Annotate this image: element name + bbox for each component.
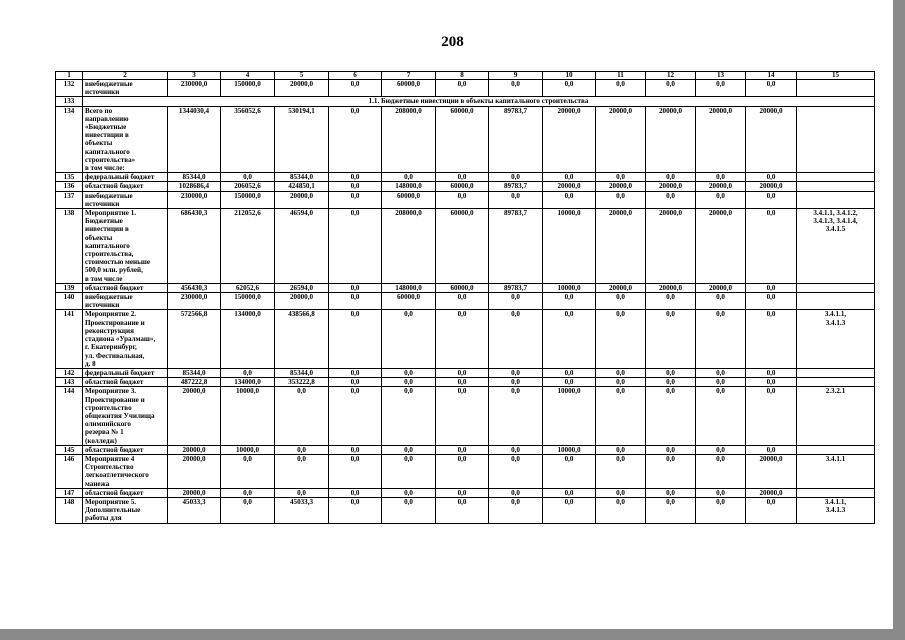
amount-cell: 20000,0	[543, 182, 596, 191]
amount-cell: 20000,0	[646, 283, 696, 292]
amount-cell: 20000,0	[746, 488, 797, 497]
table-row	[56, 445, 875, 454]
amount-cell: 20000,0	[168, 387, 221, 445]
row-number: 144	[56, 387, 83, 445]
amount-cell: 89783,7	[489, 106, 543, 173]
amount-cell: 0,0	[596, 293, 646, 310]
amount-cell: 20000,0	[543, 106, 596, 173]
amount-cell: 0,0	[382, 173, 436, 182]
amount-cell: 150000,0	[221, 80, 275, 97]
amount-cell: 0,0	[646, 368, 696, 377]
amount-cell: 438566,8	[275, 310, 329, 368]
amount-cell: 0,0	[543, 488, 596, 497]
table-row	[56, 378, 875, 387]
amount-cell: 20000,0	[696, 209, 746, 284]
scan-edge-right	[893, 0, 905, 640]
amount-cell: 0,0	[329, 293, 382, 310]
amount-cell: 0,0	[329, 488, 382, 497]
amount-cell: 0,0	[596, 173, 646, 182]
table-body	[56, 80, 875, 524]
amount-cell: 0,0	[696, 387, 746, 445]
amount-cell: 456430,3	[168, 283, 221, 292]
row-number: 145	[56, 445, 83, 454]
amount-cell: 0,0	[596, 378, 646, 387]
amount-cell: 20000,0	[275, 293, 329, 310]
column-header: 2	[83, 72, 168, 80]
scan-edge-bottom	[0, 629, 905, 640]
target-reference	[797, 283, 875, 292]
table-row	[56, 310, 875, 368]
amount-cell: 0,0	[221, 488, 275, 497]
amount-cell: 424850,1	[275, 182, 329, 191]
amount-cell: 0,0	[436, 387, 489, 445]
amount-cell: 0,0	[329, 209, 382, 284]
column-header: 4	[221, 72, 275, 80]
amount-cell: 0,0	[596, 445, 646, 454]
amount-cell: 20000,0	[596, 283, 646, 292]
target-reference	[797, 191, 875, 208]
amount-cell: 20000,0	[168, 445, 221, 454]
amount-cell: 0,0	[646, 293, 696, 310]
amount-cell: 0,0	[646, 445, 696, 454]
amount-cell: 0,0	[596, 497, 646, 523]
row-number: 138	[56, 209, 83, 284]
column-header: 12	[646, 72, 696, 80]
amount-cell: 0,0	[382, 497, 436, 523]
amount-cell: 0,0	[746, 209, 797, 284]
amount-cell: 148000,0	[382, 182, 436, 191]
row-label: Мероприятие 3. Проектирование и строительство общежития Училища олимпийского резерва № 1 (колледж)	[83, 387, 168, 445]
amount-cell: 10000,0	[543, 387, 596, 445]
amount-cell: 0,0	[329, 497, 382, 523]
amount-cell: 0,0	[382, 387, 436, 445]
amount-cell: 0,0	[746, 497, 797, 523]
amount-cell: 0,0	[436, 488, 489, 497]
amount-cell: 0,0	[436, 80, 489, 97]
amount-cell: 20000,0	[696, 182, 746, 191]
target-reference: 3.4.1.1, 3.4.1.3	[797, 497, 875, 523]
column-header: 14	[746, 72, 797, 80]
amount-cell: 208000,0	[382, 209, 436, 284]
amount-cell: 62052,6	[221, 283, 275, 292]
amount-cell: 0,0	[543, 191, 596, 208]
amount-cell: 10000,0	[221, 387, 275, 445]
amount-cell: 0,0	[696, 445, 746, 454]
page-number: 208	[441, 34, 464, 50]
row-label: Мероприятие 4 Строительство легкоатлетического манежа	[83, 454, 168, 488]
amount-cell: 0,0	[543, 173, 596, 182]
amount-cell: 0,0	[436, 368, 489, 377]
amount-cell: 0,0	[646, 488, 696, 497]
target-reference: 3.4.1.1, 3.4.1.2, 3.4.1.3, 3.4.1.4, 3.4.1.5	[797, 209, 875, 284]
amount-cell: 0,0	[696, 191, 746, 208]
target-reference: 3.4.1.1	[797, 454, 875, 488]
amount-cell: 0,0	[746, 387, 797, 445]
amount-cell: 0,0	[329, 310, 382, 368]
amount-cell: 208000,0	[382, 106, 436, 173]
amount-cell: 20000,0	[746, 106, 797, 173]
amount-cell: 0,0	[382, 310, 436, 368]
amount-cell: 20000,0	[275, 191, 329, 208]
amount-cell: 134000,0	[221, 310, 275, 368]
row-number: 146	[56, 454, 83, 488]
amount-cell: 0,0	[382, 368, 436, 377]
table-row	[56, 293, 875, 310]
amount-cell: 0,0	[543, 80, 596, 97]
amount-cell: 686430,3	[168, 209, 221, 284]
amount-cell: 45033,3	[275, 497, 329, 523]
amount-cell: 0,0	[329, 283, 382, 292]
amount-cell: 0,0	[746, 310, 797, 368]
table-row	[56, 488, 875, 497]
row-number: 147	[56, 488, 83, 497]
amount-cell: 0,0	[596, 454, 646, 488]
column-header: 5	[275, 72, 329, 80]
amount-cell: 0,0	[746, 283, 797, 292]
amount-cell: 0,0	[382, 454, 436, 488]
amount-cell: 20000,0	[746, 454, 797, 488]
amount-cell: 20000,0	[596, 182, 646, 191]
amount-cell: 0,0	[329, 173, 382, 182]
row-label: Мероприятие 5. Дополнительные работы для	[83, 497, 168, 523]
table-row	[56, 80, 875, 97]
row-number: 142	[56, 368, 83, 377]
amount-cell: 0,0	[696, 488, 746, 497]
amount-cell: 0,0	[646, 173, 696, 182]
amount-cell: 0,0	[275, 488, 329, 497]
target-reference	[797, 488, 875, 497]
amount-cell: 85344,0	[168, 173, 221, 182]
amount-cell: 0,0	[646, 310, 696, 368]
row-number: 135	[56, 173, 83, 182]
amount-cell: 0,0	[329, 454, 382, 488]
table-row	[56, 182, 875, 191]
row-number: 139	[56, 283, 83, 292]
amount-cell: 230000,0	[168, 293, 221, 310]
amount-cell: 0,0	[746, 173, 797, 182]
amount-cell: 0,0	[436, 191, 489, 208]
amount-cell: 0,0	[275, 454, 329, 488]
column-header: 1	[56, 72, 83, 80]
amount-cell: 530194,1	[275, 106, 329, 173]
amount-cell: 89783,7	[489, 283, 543, 292]
amount-cell: 230000,0	[168, 191, 221, 208]
column-header: 9	[489, 72, 543, 80]
amount-cell: 10000,0	[543, 209, 596, 284]
row-label: внебюджетные источники	[83, 191, 168, 208]
amount-cell: 0,0	[543, 454, 596, 488]
amount-cell: 60000,0	[382, 80, 436, 97]
amount-cell: 0,0	[746, 445, 797, 454]
amount-cell: 0,0	[329, 378, 382, 387]
amount-cell: 20000,0	[168, 488, 221, 497]
amount-cell: 10000,0	[221, 445, 275, 454]
row-label: Мероприятие 2. Проектирование и реконструкция стадиона «Уралмаш», г. Екатеринбург, ул. Фестивальная, д. 8	[83, 310, 168, 368]
amount-cell: 0,0	[646, 387, 696, 445]
amount-cell: 20000,0	[646, 106, 696, 173]
amount-cell: 0,0	[489, 80, 543, 97]
amount-cell: 0,0	[436, 293, 489, 310]
column-header: 3	[168, 72, 221, 80]
row-number: 136	[56, 182, 83, 191]
amount-cell: 0,0	[329, 182, 382, 191]
amount-cell: 0,0	[489, 173, 543, 182]
amount-cell: 0,0	[221, 173, 275, 182]
amount-cell: 0,0	[436, 445, 489, 454]
amount-cell: 0,0	[543, 368, 596, 377]
target-reference	[797, 378, 875, 387]
amount-cell: 46594,0	[275, 209, 329, 284]
amount-cell: 0,0	[382, 488, 436, 497]
row-number: 134	[56, 106, 83, 173]
amount-cell: 60000,0	[382, 293, 436, 310]
table-row	[56, 173, 875, 182]
amount-cell: 212052,6	[221, 209, 275, 284]
amount-cell: 0,0	[489, 497, 543, 523]
amount-cell: 89783,7	[489, 209, 543, 284]
amount-cell: 0,0	[275, 445, 329, 454]
row-label: внебюджетные источники	[83, 293, 168, 310]
target-reference: 2.3.2.1	[797, 387, 875, 445]
row-number: 132	[56, 80, 83, 97]
amount-cell: 60000,0	[436, 283, 489, 292]
column-header: 8	[436, 72, 489, 80]
amount-cell: 230000,0	[168, 80, 221, 97]
amount-cell: 20000,0	[646, 209, 696, 284]
row-label: федеральный бюджет	[83, 173, 168, 182]
row-number: 143	[56, 378, 83, 387]
amount-cell: 0,0	[646, 497, 696, 523]
amount-cell: 1028686,4	[168, 182, 221, 191]
amount-cell: 0,0	[329, 106, 382, 173]
amount-cell: 60000,0	[382, 191, 436, 208]
amount-cell: 150000,0	[221, 293, 275, 310]
amount-cell: 0,0	[221, 454, 275, 488]
table-row	[56, 454, 875, 488]
table-row	[56, 368, 875, 377]
row-number: 137	[56, 191, 83, 208]
amount-cell: 0,0	[696, 293, 746, 310]
amount-cell: 0,0	[489, 310, 543, 368]
amount-cell: 20000,0	[275, 80, 329, 97]
column-header: 7	[382, 72, 436, 80]
amount-cell: 0,0	[329, 368, 382, 377]
amount-cell: 0,0	[436, 173, 489, 182]
amount-cell: 0,0	[329, 80, 382, 97]
amount-cell: 0,0	[382, 378, 436, 387]
table-row	[56, 106, 875, 173]
amount-cell: 0,0	[596, 488, 646, 497]
row-label: внебюджетные источники	[83, 80, 168, 97]
amount-cell: 148000,0	[382, 283, 436, 292]
amount-cell: 0,0	[696, 368, 746, 377]
column-header: 6	[329, 72, 382, 80]
table-row	[56, 209, 875, 284]
target-reference	[797, 106, 875, 173]
amount-cell: 20000,0	[746, 182, 797, 191]
amount-cell: 0,0	[696, 173, 746, 182]
amount-cell: 20000,0	[696, 283, 746, 292]
amount-cell: 0,0	[696, 454, 746, 488]
amount-cell: 0,0	[221, 497, 275, 523]
row-label: областной бюджет	[83, 445, 168, 454]
target-reference	[797, 182, 875, 191]
amount-cell: 0,0	[746, 191, 797, 208]
column-header: 15	[797, 72, 875, 80]
amount-cell: 45033,3	[168, 497, 221, 523]
amount-cell: 0,0	[436, 497, 489, 523]
amount-cell: 0,0	[275, 387, 329, 445]
amount-cell: 20000,0	[596, 106, 646, 173]
target-reference	[797, 368, 875, 377]
amount-cell: 0,0	[696, 80, 746, 97]
row-label: Мероприятие 1. Бюджетные инвестиции в объекты капитального строительства, стоимостью меньше 500,0 млн. рублей, в том числе	[83, 209, 168, 284]
amount-cell: 0,0	[746, 378, 797, 387]
budget-table	[55, 71, 875, 524]
amount-cell: 0,0	[489, 191, 543, 208]
column-header: 10	[543, 72, 596, 80]
amount-cell: 356052,6	[221, 106, 275, 173]
amount-cell: 10000,0	[543, 283, 596, 292]
amount-cell: 0,0	[489, 378, 543, 387]
amount-cell: 0,0	[329, 191, 382, 208]
amount-cell: 134000,0	[221, 378, 275, 387]
amount-cell: 0,0	[329, 387, 382, 445]
table-row	[56, 191, 875, 208]
amount-cell: 0,0	[436, 310, 489, 368]
row-label: Всего по направлению «Бюджетные инвестиции в объекты капитального строительства» в том числе:	[83, 106, 168, 173]
column-header: 11	[596, 72, 646, 80]
amount-cell: 0,0	[596, 387, 646, 445]
amount-cell: 26594,0	[275, 283, 329, 292]
amount-cell: 206052,6	[221, 182, 275, 191]
amount-cell: 0,0	[746, 80, 797, 97]
amount-cell: 353222,8	[275, 378, 329, 387]
amount-cell: 20000,0	[596, 209, 646, 284]
amount-cell: 0,0	[596, 80, 646, 97]
amount-cell: 0,0	[543, 310, 596, 368]
target-reference	[797, 445, 875, 454]
amount-cell: 0,0	[543, 378, 596, 387]
amount-cell: 0,0	[746, 293, 797, 310]
row-label: областной бюджет	[83, 488, 168, 497]
amount-cell: 0,0	[489, 387, 543, 445]
amount-cell: 20000,0	[696, 106, 746, 173]
amount-cell: 20000,0	[168, 454, 221, 488]
amount-cell: 0,0	[646, 454, 696, 488]
amount-cell: 0,0	[696, 497, 746, 523]
amount-cell: 85344,0	[168, 368, 221, 377]
row-label: областной бюджет	[83, 378, 168, 387]
section-heading: 1.1. Бюджетные инвестиции в объекты капитального строительства	[83, 97, 875, 106]
amount-cell: 0,0	[436, 454, 489, 488]
row-number: 140	[56, 293, 83, 310]
amount-cell: 0,0	[596, 310, 646, 368]
amount-cell: 60000,0	[436, 182, 489, 191]
row-number: 148	[56, 497, 83, 523]
amount-cell: 0,0	[489, 488, 543, 497]
amount-cell: 487222,8	[168, 378, 221, 387]
amount-cell: 0,0	[746, 368, 797, 377]
amount-cell: 0,0	[696, 310, 746, 368]
amount-cell: 60000,0	[436, 209, 489, 284]
amount-cell: 0,0	[646, 378, 696, 387]
column-number-row	[56, 72, 875, 80]
amount-cell: 0,0	[596, 191, 646, 208]
amount-cell: 0,0	[596, 368, 646, 377]
table-row	[56, 497, 875, 523]
table-row	[56, 387, 875, 445]
amount-cell: 572566,8	[168, 310, 221, 368]
amount-cell: 85344,0	[275, 173, 329, 182]
amount-cell: 0,0	[329, 445, 382, 454]
amount-cell: 0,0	[489, 454, 543, 488]
column-header: 13	[696, 72, 746, 80]
amount-cell: 0,0	[436, 378, 489, 387]
target-reference	[797, 293, 875, 310]
target-reference	[797, 173, 875, 182]
row-number: 133	[56, 97, 83, 106]
amount-cell: 20000,0	[646, 182, 696, 191]
amount-cell: 0,0	[543, 497, 596, 523]
amount-cell: 89783,7	[489, 182, 543, 191]
target-reference	[797, 80, 875, 97]
amount-cell: 0,0	[489, 368, 543, 377]
table-row	[56, 97, 875, 106]
amount-cell: 1344030,4	[168, 106, 221, 173]
amount-cell: 150000,0	[221, 191, 275, 208]
amount-cell: 0,0	[543, 293, 596, 310]
target-reference: 3.4.1.1, 3.4.1.3	[797, 310, 875, 368]
amount-cell: 0,0	[221, 368, 275, 377]
amount-cell: 85344,0	[275, 368, 329, 377]
amount-cell: 10000,0	[543, 445, 596, 454]
amount-cell: 0,0	[489, 293, 543, 310]
amount-cell: 0,0	[382, 445, 436, 454]
amount-cell: 0,0	[696, 378, 746, 387]
row-number: 141	[56, 310, 83, 368]
amount-cell: 0,0	[646, 80, 696, 97]
amount-cell: 0,0	[489, 445, 543, 454]
row-label: федеральный бюджет	[83, 368, 168, 377]
amount-cell: 0,0	[646, 191, 696, 208]
row-label: областной бюджет	[83, 283, 168, 292]
table-row	[56, 283, 875, 292]
row-label: областной бюджет	[83, 182, 168, 191]
amount-cell: 60000,0	[436, 106, 489, 173]
